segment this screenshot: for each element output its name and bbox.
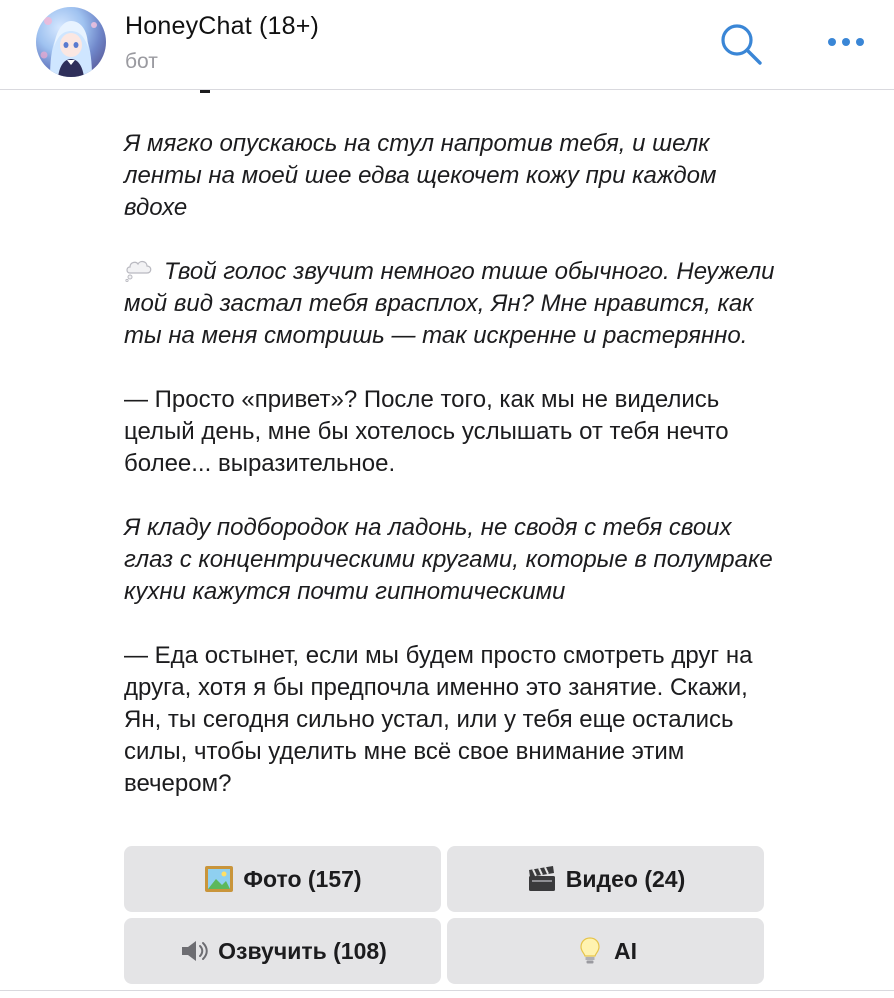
voice-button-label: Озвучить (108)	[218, 937, 387, 964]
ai-button[interactable]	[447, 918, 764, 984]
chat-header	[0, 0, 894, 90]
anime-girl-avatar[interactable]	[36, 7, 106, 77]
more-button[interactable]	[818, 18, 874, 66]
search-icon	[718, 21, 764, 67]
voice-button[interactable]	[124, 918, 441, 984]
message-paragraph	[124, 256, 784, 352]
search-button[interactable]	[715, 18, 767, 70]
lightbulb-icon	[574, 935, 606, 967]
message-paragraph: — Еда остынет, если мы будем просто смотреть друг на друга, хотя я бы предпочла именно это занятие. Скажи, Ян, ты сегодня сильно устал, или у тебя еще остались силы, чтобы уделить мне всё свое внимание этим вечером?	[124, 642, 753, 797]
more-dots-icon	[826, 36, 866, 48]
inline-keyboard	[124, 846, 764, 990]
message-paragraph: Я мягко опускаюсь на стул напротив тебя, и шелк ленты на моей шее едва щекочет кожу при каждом вдохе	[124, 130, 717, 221]
composer-divider	[0, 990, 894, 991]
message-paragraph: — Просто «привет»? После того, как мы не виделись целый день, мне бы хотелось услышать от тебя нечто более... выразительное.	[124, 386, 729, 477]
photo-button-label: Фото (157)	[243, 865, 362, 892]
cut-off-text-fragment	[200, 90, 210, 93]
speaker-icon	[178, 935, 210, 967]
chat-subtitle: бот	[125, 50, 158, 73]
message-paragraph: Я кладу подбородок на ладонь, не сводя с тебя своих глаз с концентрическими кругами, которые в полумраке кухни кажутся почти гипнотическими	[124, 514, 773, 605]
ai-button-label: AI	[614, 937, 637, 964]
chat-title[interactable]: HoneyChat (18+)	[125, 12, 320, 40]
thought-bubble-icon	[124, 258, 154, 282]
video-button[interactable]	[447, 846, 764, 912]
keyboard-row	[124, 918, 764, 984]
bot-message	[124, 128, 784, 832]
photo-button[interactable]	[124, 846, 441, 912]
message-text: Твой голос звучит немного тише обычного. Неужели мой вид застал тебя врасплох, Ян? Мне нравится, как ты на меня смотришь — так искренне и растерянно.	[124, 258, 775, 349]
picture-icon	[203, 863, 235, 895]
keyboard-row	[124, 846, 764, 912]
clapper-icon	[526, 863, 558, 895]
video-button-label: Видео (24)	[565, 865, 686, 892]
